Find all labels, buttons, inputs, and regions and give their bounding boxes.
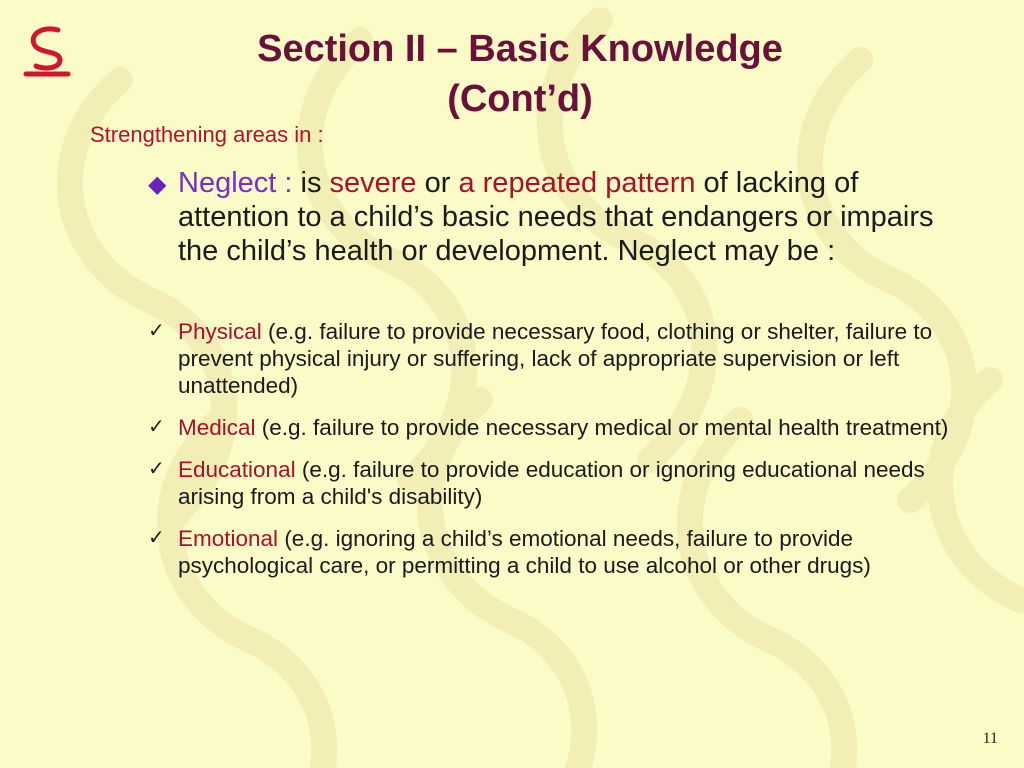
list-item [148,456,968,510]
title-line-2: (Cont’d) [447,78,593,120]
slide-title [150,24,890,124]
item-description: (e.g. failure to provide necessary medical or mental health treatment) [255,415,949,440]
main-bullet-text [148,166,958,268]
title-line-1: Section II – Basic Knowledge [257,28,783,70]
diamond-bullet-icon: ◆ [148,171,167,198]
checkmark-icon: ✓ [148,458,165,480]
checkmark-icon: ✓ [148,527,165,549]
repeated-pattern: a repeated pattern [458,167,696,199]
item-description: (e.g. failure to provide necessary food, clothing or shelter, failure to prevent physical injury or suffering, lack of appropriate supervision or left unattended) [178,319,933,398]
list-item [148,414,968,441]
item-term: Physical [178,319,262,344]
page-number: 11 [982,730,998,747]
main-bullet [148,166,958,268]
item-term: Medical [178,415,256,440]
checkmark-icon: ✓ [148,416,165,438]
neglect-term: Neglect : [178,167,293,199]
neglect-types-list [148,318,968,594]
neglect-definition: of lacking of attention to a child’s basic needs that endangers or impairs the child’s health or development. Neglect may be : [178,167,934,267]
item-term: Emotional [178,526,279,551]
list-item [148,318,968,399]
item-term: Educational [178,457,296,482]
sws-logo-icon [22,22,72,80]
word-or: or [416,167,459,199]
list-item [148,525,968,579]
word-severe: severe [329,167,417,199]
word-is: is [292,167,330,199]
item-description: (e.g. failure to provide education or ignoring educational needs arising from a child's disability) [178,457,925,509]
subtitle: Strengthening areas in : [90,122,324,147]
checkmark-icon: ✓ [148,320,165,342]
item-description: (e.g. ignoring a child’s emotional needs, failure to provide psychological care, or permitting a child to use alcohol or other drugs) [178,526,871,578]
